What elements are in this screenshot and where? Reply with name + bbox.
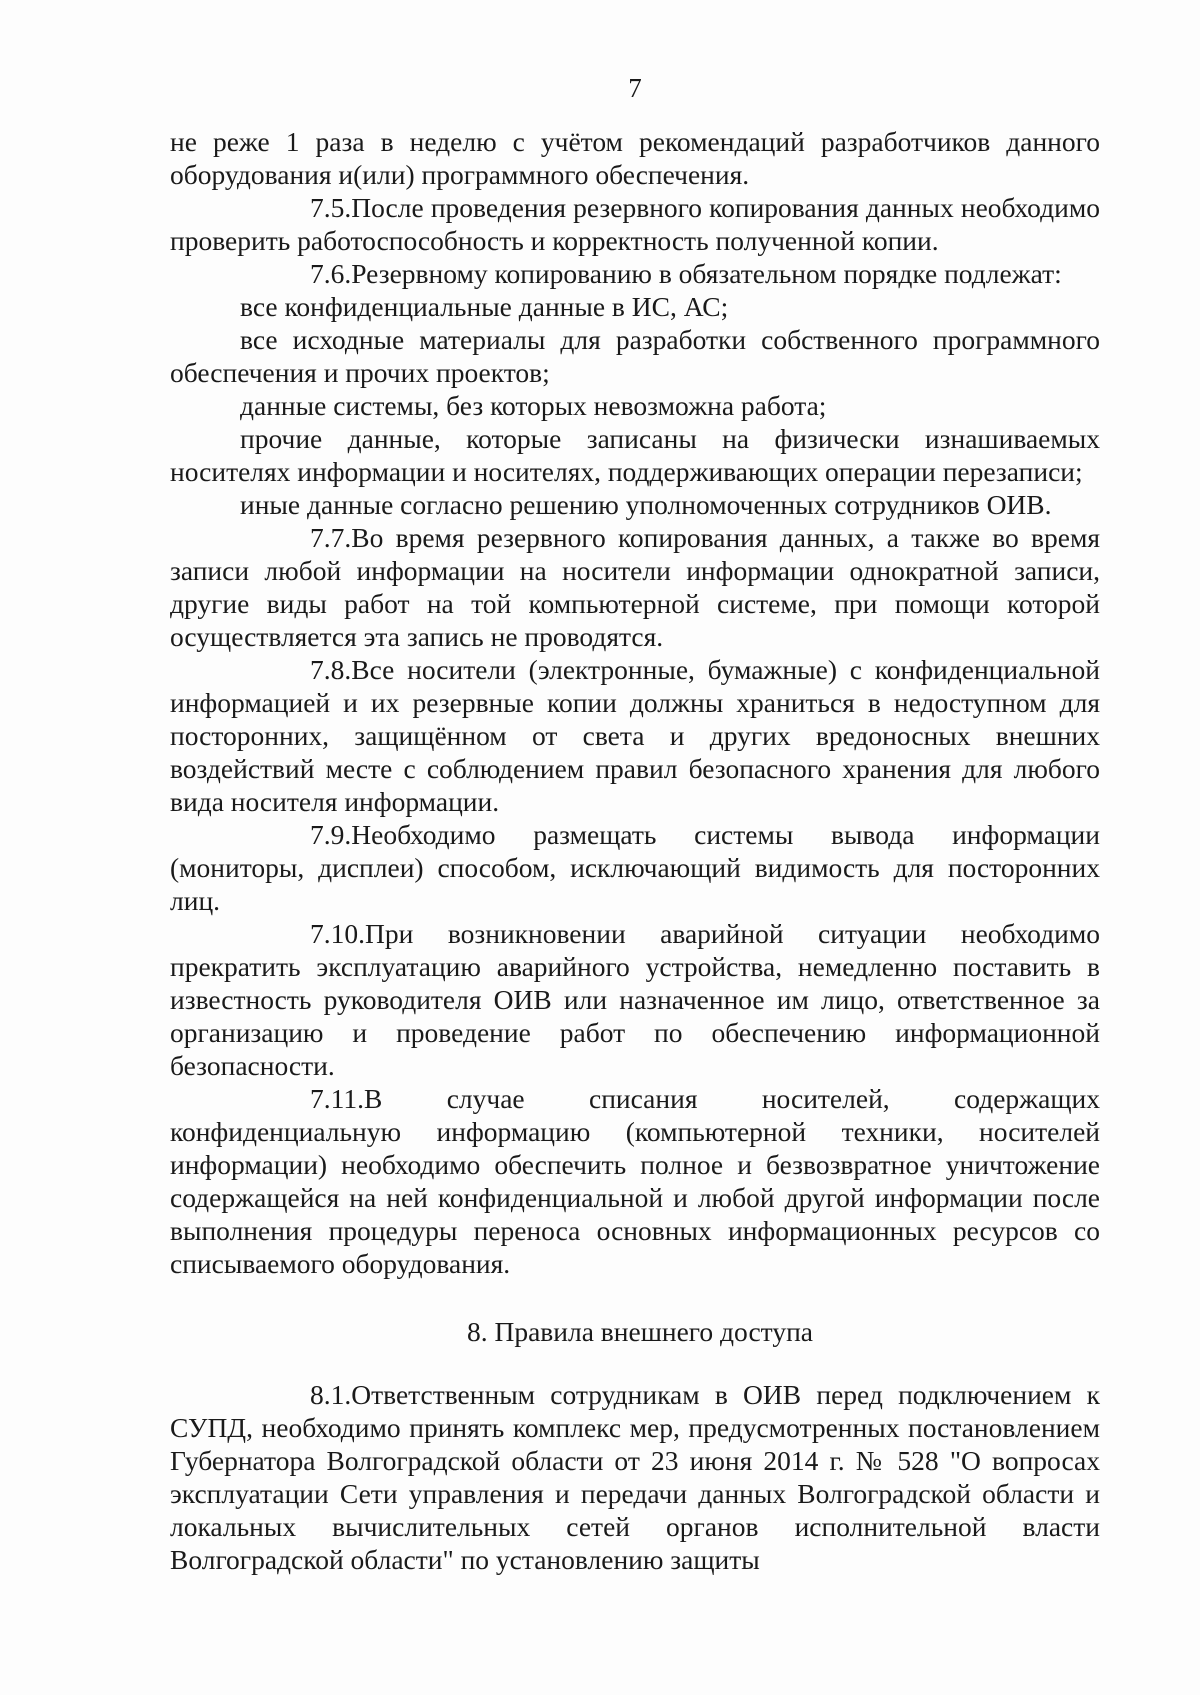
page-number: 7 bbox=[628, 73, 642, 103]
paragraph-number: 8.1. bbox=[310, 1379, 352, 1410]
section-spacer bbox=[170, 1280, 1100, 1315]
document-body bbox=[170, 125, 1100, 1576]
paragraph-text: все конфиденциальные данные в ИС, АС; bbox=[240, 291, 729, 322]
paragraph-text: Во время резервного копирования данных, а также во время записи любой информации на носители информации однократной записи, другие виды работ на той компьютерной системе, при помощи которой осуществляется эта запись не проводятся. bbox=[170, 522, 1100, 652]
paragraph-text: При возникновении аварийной ситуации необходимо прекратить эксплуатацию аварийного устройства, немедленно поставить в известность руководителя ОИВ или назначенное им лицо, ответственное за организацию и проведение работ по обеспечению информационной безопасности. bbox=[170, 918, 1100, 1081]
paragraph-7-5 bbox=[170, 191, 1100, 257]
paragraph-7-9 bbox=[170, 818, 1100, 917]
paragraph-text: Необходимо размещать системы вывода информации (мониторы, дисплеи) способом, исключающий видимость для посторонних лиц. bbox=[170, 819, 1100, 916]
paragraph-text: Резервному копированию в обязательном порядке подлежат: bbox=[351, 258, 1062, 289]
paragraph-text: все исходные материалы для разработки собственного программного обеспечения и прочих проектов; bbox=[170, 324, 1100, 388]
section-spacer bbox=[170, 1348, 1100, 1378]
paragraph-text: После проведения резервного копирования данных необходимо проверить работоспособность и корректность полученной копии. bbox=[170, 192, 1100, 256]
paragraph-number: 7.10. bbox=[310, 918, 365, 949]
paragraph-7-10 bbox=[170, 917, 1100, 1082]
paragraph-text: прочие данные, которые записаны на физически изнашиваемых носителях информации и носителях, поддерживающих операции перезаписи; bbox=[170, 423, 1100, 487]
paragraph-7-11 bbox=[170, 1082, 1100, 1280]
paragraph-text: данные системы, без которых невозможна работа; bbox=[240, 390, 827, 421]
list-item bbox=[170, 488, 1100, 521]
paragraph-number: 7.11. bbox=[310, 1083, 364, 1114]
paragraph-7-6 bbox=[170, 257, 1100, 290]
section-heading: 8. Правила внешнего доступа bbox=[466, 1316, 813, 1347]
paragraph-number: 7.5. bbox=[310, 192, 352, 223]
paragraph-continuation bbox=[170, 125, 1100, 191]
paragraph-7-7 bbox=[170, 521, 1100, 653]
paragraph-number: 7.9. bbox=[310, 819, 352, 850]
list-item bbox=[170, 290, 1100, 323]
list-item bbox=[170, 323, 1100, 389]
paragraph-7-8 bbox=[170, 653, 1100, 818]
paragraph-text: Ответственным сотрудникам в ОИВ перед подключением к СУПД, необходимо принять комплекс мер, предусмотренных постановлением Губернатора Волгоградской области от 23 июня 2014 г. № 528 "О вопросах эксплуатации Сети управления и передачи данных Волгоградской области и локальных вычислительных сетей органов исполнительной власти Волгоградской области" по установлению защиты bbox=[170, 1379, 1100, 1575]
paragraph-text: Все носители (электронные, бумажные) с конфиденциальной информацией и их резервные копии должны храниться в недоступном для посторонних, защищённом от света и других вредоносных внешних воздействий месте с соблюдением правил безопасного хранения для любого вида носителя информации. bbox=[170, 654, 1100, 817]
list-item bbox=[170, 389, 1100, 422]
paragraph-number: 7.6. bbox=[310, 258, 352, 289]
paragraph-number: 7.7. bbox=[310, 522, 352, 553]
paragraph-text: иные данные согласно решению уполномоченных сотрудников ОИВ. bbox=[240, 489, 1052, 520]
paragraph-number: 7.8. bbox=[310, 654, 352, 685]
paragraph-text: не реже 1 раза в неделю с учётом рекомендаций разработчиков данного оборудования и(или) программного обеспечения. bbox=[170, 126, 1100, 190]
list-item bbox=[170, 422, 1100, 488]
paragraph-8-1 bbox=[170, 1378, 1100, 1576]
paragraph-text: В случае списания носителей, содержащих конфиденциальную информацию (компьютерной техники, носителей информации) необходимо обеспечить полное и безвозвратное уничтожение содержащейся на ней конфиденциальной и любой другой информации после выполнения процедуры переноса основных информационных ресурсов со списываемого оборудования. bbox=[170, 1083, 1100, 1279]
